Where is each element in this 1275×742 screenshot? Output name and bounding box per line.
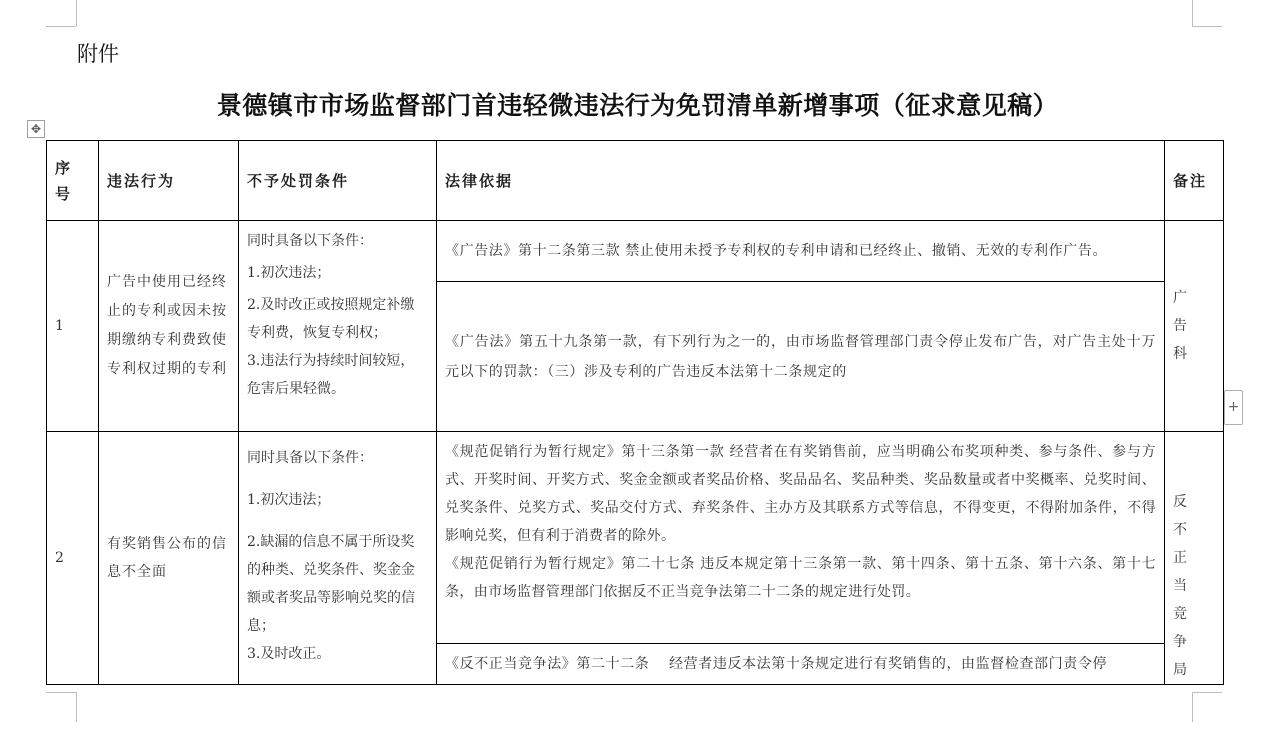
header-seq-line2: 号 [55, 184, 73, 203]
legal-basis-paragraph: 《规范促销行为暂行规定》第二十七条 违反本规定第十三条第一款、第十四条、第十五条、第十六条、第十七条，由市场监督管理部门依据反不正当竞争法第二十二条的规定进行处罚。 [445, 556, 1156, 600]
header-seq [47, 141, 99, 221]
header-conditions: 不予处罚条件 [239, 141, 437, 221]
crop-mark-top-left [46, 26, 76, 27]
row-seq: 2 [47, 432, 99, 685]
document-title: 景德镇市市场监督部门首违轻微违法行为免罚清单新增事项（征求意见稿） [216, 91, 1059, 120]
condition-item: 1.初次违法； [247, 265, 331, 281]
attachment-label: 附件 [77, 42, 119, 66]
header-legal-basis: 法律依据 [437, 141, 1165, 221]
condition-item: 1.初次违法； [247, 492, 331, 508]
condition-item: 3.及时改正。 [247, 646, 331, 662]
add-row-button[interactable] [1224, 390, 1243, 425]
row-note: 反不正当竞争局 [1165, 432, 1224, 685]
legal-basis-cell [437, 432, 1165, 644]
row-note: 广告科 [1165, 221, 1224, 432]
crop-mark-bottom-right-vertical [1192, 692, 1193, 722]
crop-mark-top-left-vertical [76, 0, 77, 26]
header-seq-line1: 序 [55, 158, 73, 177]
table-move-handle[interactable] [27, 120, 45, 138]
condition-item: 3.违法行为持续时间较短，危害后果轻微。 [247, 353, 415, 397]
row-seq: 1 [47, 221, 99, 432]
row-violation: 有奖销售公布的信息不全面 [99, 432, 239, 685]
crop-mark-bottom-left [46, 692, 76, 693]
table-row [47, 221, 1224, 282]
legal-basis-paragraph: 《广告法》第十二条第三款 禁止使用未授予专利权的专利申请和已经终止、撤销、无效的专利作广告。 [437, 221, 1165, 282]
condition-item: 2.缺漏的信息不属于所设奖的种类、兑奖条件、奖金金额或者奖品等影响兑奖的信息； [247, 534, 415, 634]
crop-mark-top-right [1192, 26, 1222, 27]
plus-icon: + [1227, 399, 1240, 415]
legal-basis-paragraph: 《反不正当竞争法》第二十二条 经营者违反本法第十条规定进行有奖销售的，由监督检查部门责令停 [437, 643, 1165, 685]
table-row [47, 432, 1224, 644]
legal-basis-paragraph: 《广告法》第五十九条第一款，有下列行为之一的，由市场监督管理部门责令停止发布广告，对广告主处十万元以下的罚款：（三）涉及专利的广告违反本法第十二条规定的 [437, 282, 1165, 432]
header-violation: 违法行为 [99, 141, 239, 221]
move-icon: ✥ [30, 122, 42, 136]
condition-item: 同时具备以下条件： [247, 450, 373, 466]
condition-item: 2.及时改正或按照规定补缴专利费，恢复专利权； [247, 297, 415, 341]
table-header-row [47, 141, 1224, 221]
header-notes: 备注 [1165, 141, 1224, 221]
crop-mark-top-right-vertical [1192, 0, 1193, 26]
condition-item: 同时具备以下条件： [247, 233, 373, 249]
crop-mark-bottom-right [1192, 692, 1222, 693]
legal-basis-paragraph: 《规范促销行为暂行规定》第十三条第一款 经营者在有奖销售前，应当明确公布奖项种类、参与条件、参与方式、开奖时间、开奖方式、奖金金额或者奖品价格、奖品品名、奖品种类、奖品数量或者中奖概率、兑奖时间、兑奖条件、兑奖方式、奖品交付方式、弃奖条件、主办方及其联系方式等信息，不得变更，不得附加条件，不得影响兑奖，但有利于消费者的除外。 [445, 444, 1156, 544]
row-conditions [239, 432, 437, 685]
row-violation: 广告中使用已经终止的专利或因未按期缴纳专利费致使专利权过期的专利 [99, 221, 239, 432]
exemption-table [46, 140, 1224, 685]
row-conditions [239, 221, 437, 432]
crop-mark-bottom-left-vertical [76, 692, 77, 722]
